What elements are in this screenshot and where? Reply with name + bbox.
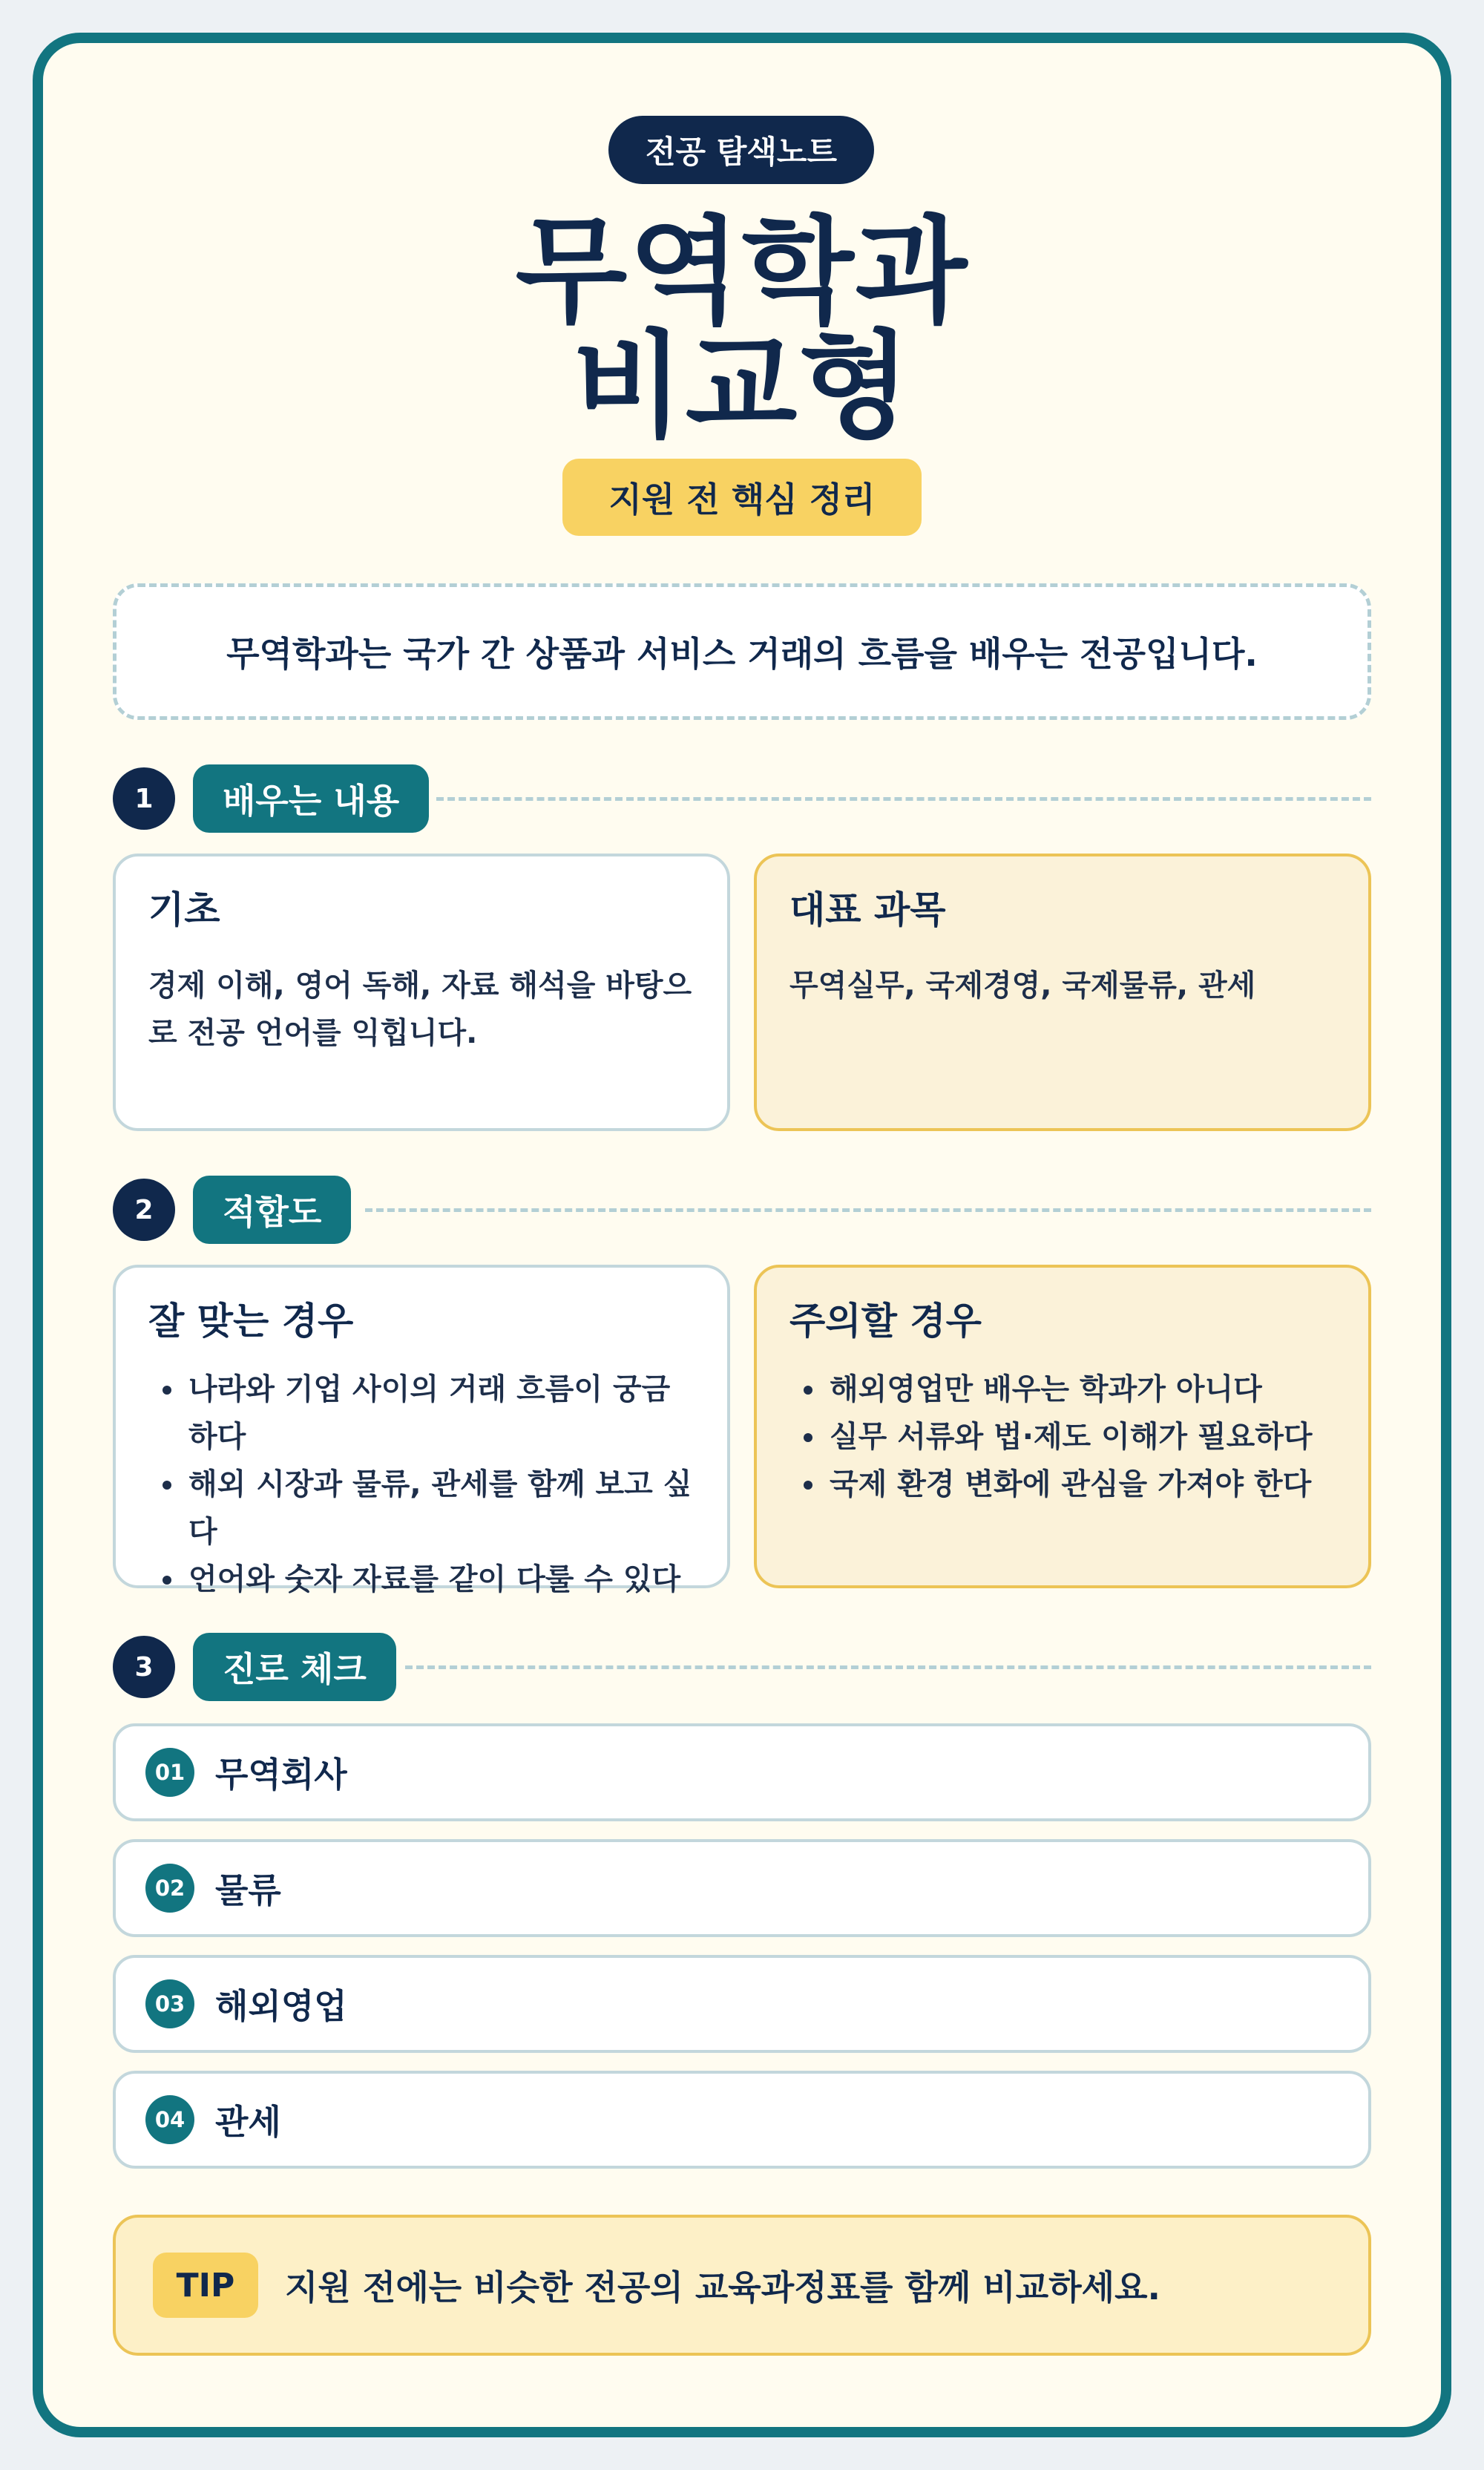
list-item: • 국제 환경 변화에 관심을 가져야 한다 [827,1461,1336,1508]
list-item: • 실무 서류와 법·제도 이해가 필요하다 [827,1413,1336,1461]
career-number: 02 [145,1864,194,1913]
card-basics-title: 기초 [148,888,220,931]
career-label: 무역회사 [215,1755,347,1795]
section-3-label: 진로 체크 [193,1633,396,1701]
career-number: 01 [145,1748,194,1797]
card-basics-body: 경제 이해, 영어 독해, 자료 해석을 바탕으로 전공 언어를 익힙니다. [148,969,692,1050]
list-item: • 언어와 숫자 자료를 같이 다룰 수 있다 [186,1556,695,1603]
career-item-trading-company [113,1723,1371,1821]
career-item-customs [113,2071,1371,2169]
section-1-number: 1 [113,767,175,830]
card-good-fit [113,1265,730,1596]
intro-box [113,583,1371,720]
page-subtitle: 지원 전 핵심 정리 [562,459,922,536]
section-2-number: 2 [113,1179,175,1241]
career-label: 해외영업 [215,1986,347,2026]
tip-text: 지원 전에는 비슷한 전공의 교육과정표를 함께 비교하세요. [285,2267,1161,2307]
career-item-overseas-sales [113,1955,1371,2053]
card-subjects [754,854,1371,1131]
card-good-fit-title: 잘 맞는 경우 [148,1300,354,1343]
tip-tag: TIP [153,2253,258,2318]
section-3-divider [405,1665,1371,1669]
career-label: 관세 [215,2102,281,2142]
page-title-line2: 비교형 [571,318,913,453]
career-number: 03 [145,1979,194,2028]
section-3-number: 3 [113,1636,175,1698]
career-item-logistics [113,1839,1371,1937]
page-title-line1: 무역학과 [515,204,969,339]
list-item: • 해외 시장과 물류, 관세를 함께 보고 싶다 [186,1461,695,1556]
list-item: • 해외영업만 배우는 학과가 아니다 [827,1366,1336,1413]
good-fit-list [148,1366,695,1603]
caution-list [789,1366,1336,1508]
header-badge: 전공 탐색노트 [608,116,874,184]
card-caution-title: 주의할 경우 [789,1300,982,1343]
career-number: 04 [145,2095,194,2144]
section-1-divider [436,797,1371,801]
section-2-divider [365,1208,1371,1212]
card-subjects-body: 무역실무, 국제경영, 국제물류, 관세 [789,969,1256,1003]
card-subjects-title: 대표 과목 [789,888,946,931]
card-basics [113,854,730,1131]
card-caution [754,1265,1371,1588]
list-item: • 나라와 기업 사이의 거래 흐름이 궁금하다 [186,1366,695,1461]
section-1-label: 배우는 내용 [193,764,429,833]
section-2-label: 적합도 [193,1176,351,1244]
career-label: 물류 [215,1870,281,1910]
intro-text: 무역학과는 국가 간 상품과 서비스 거래의 흐름을 배우는 전공입니다. [226,634,1258,674]
tip-box [113,2215,1371,2356]
